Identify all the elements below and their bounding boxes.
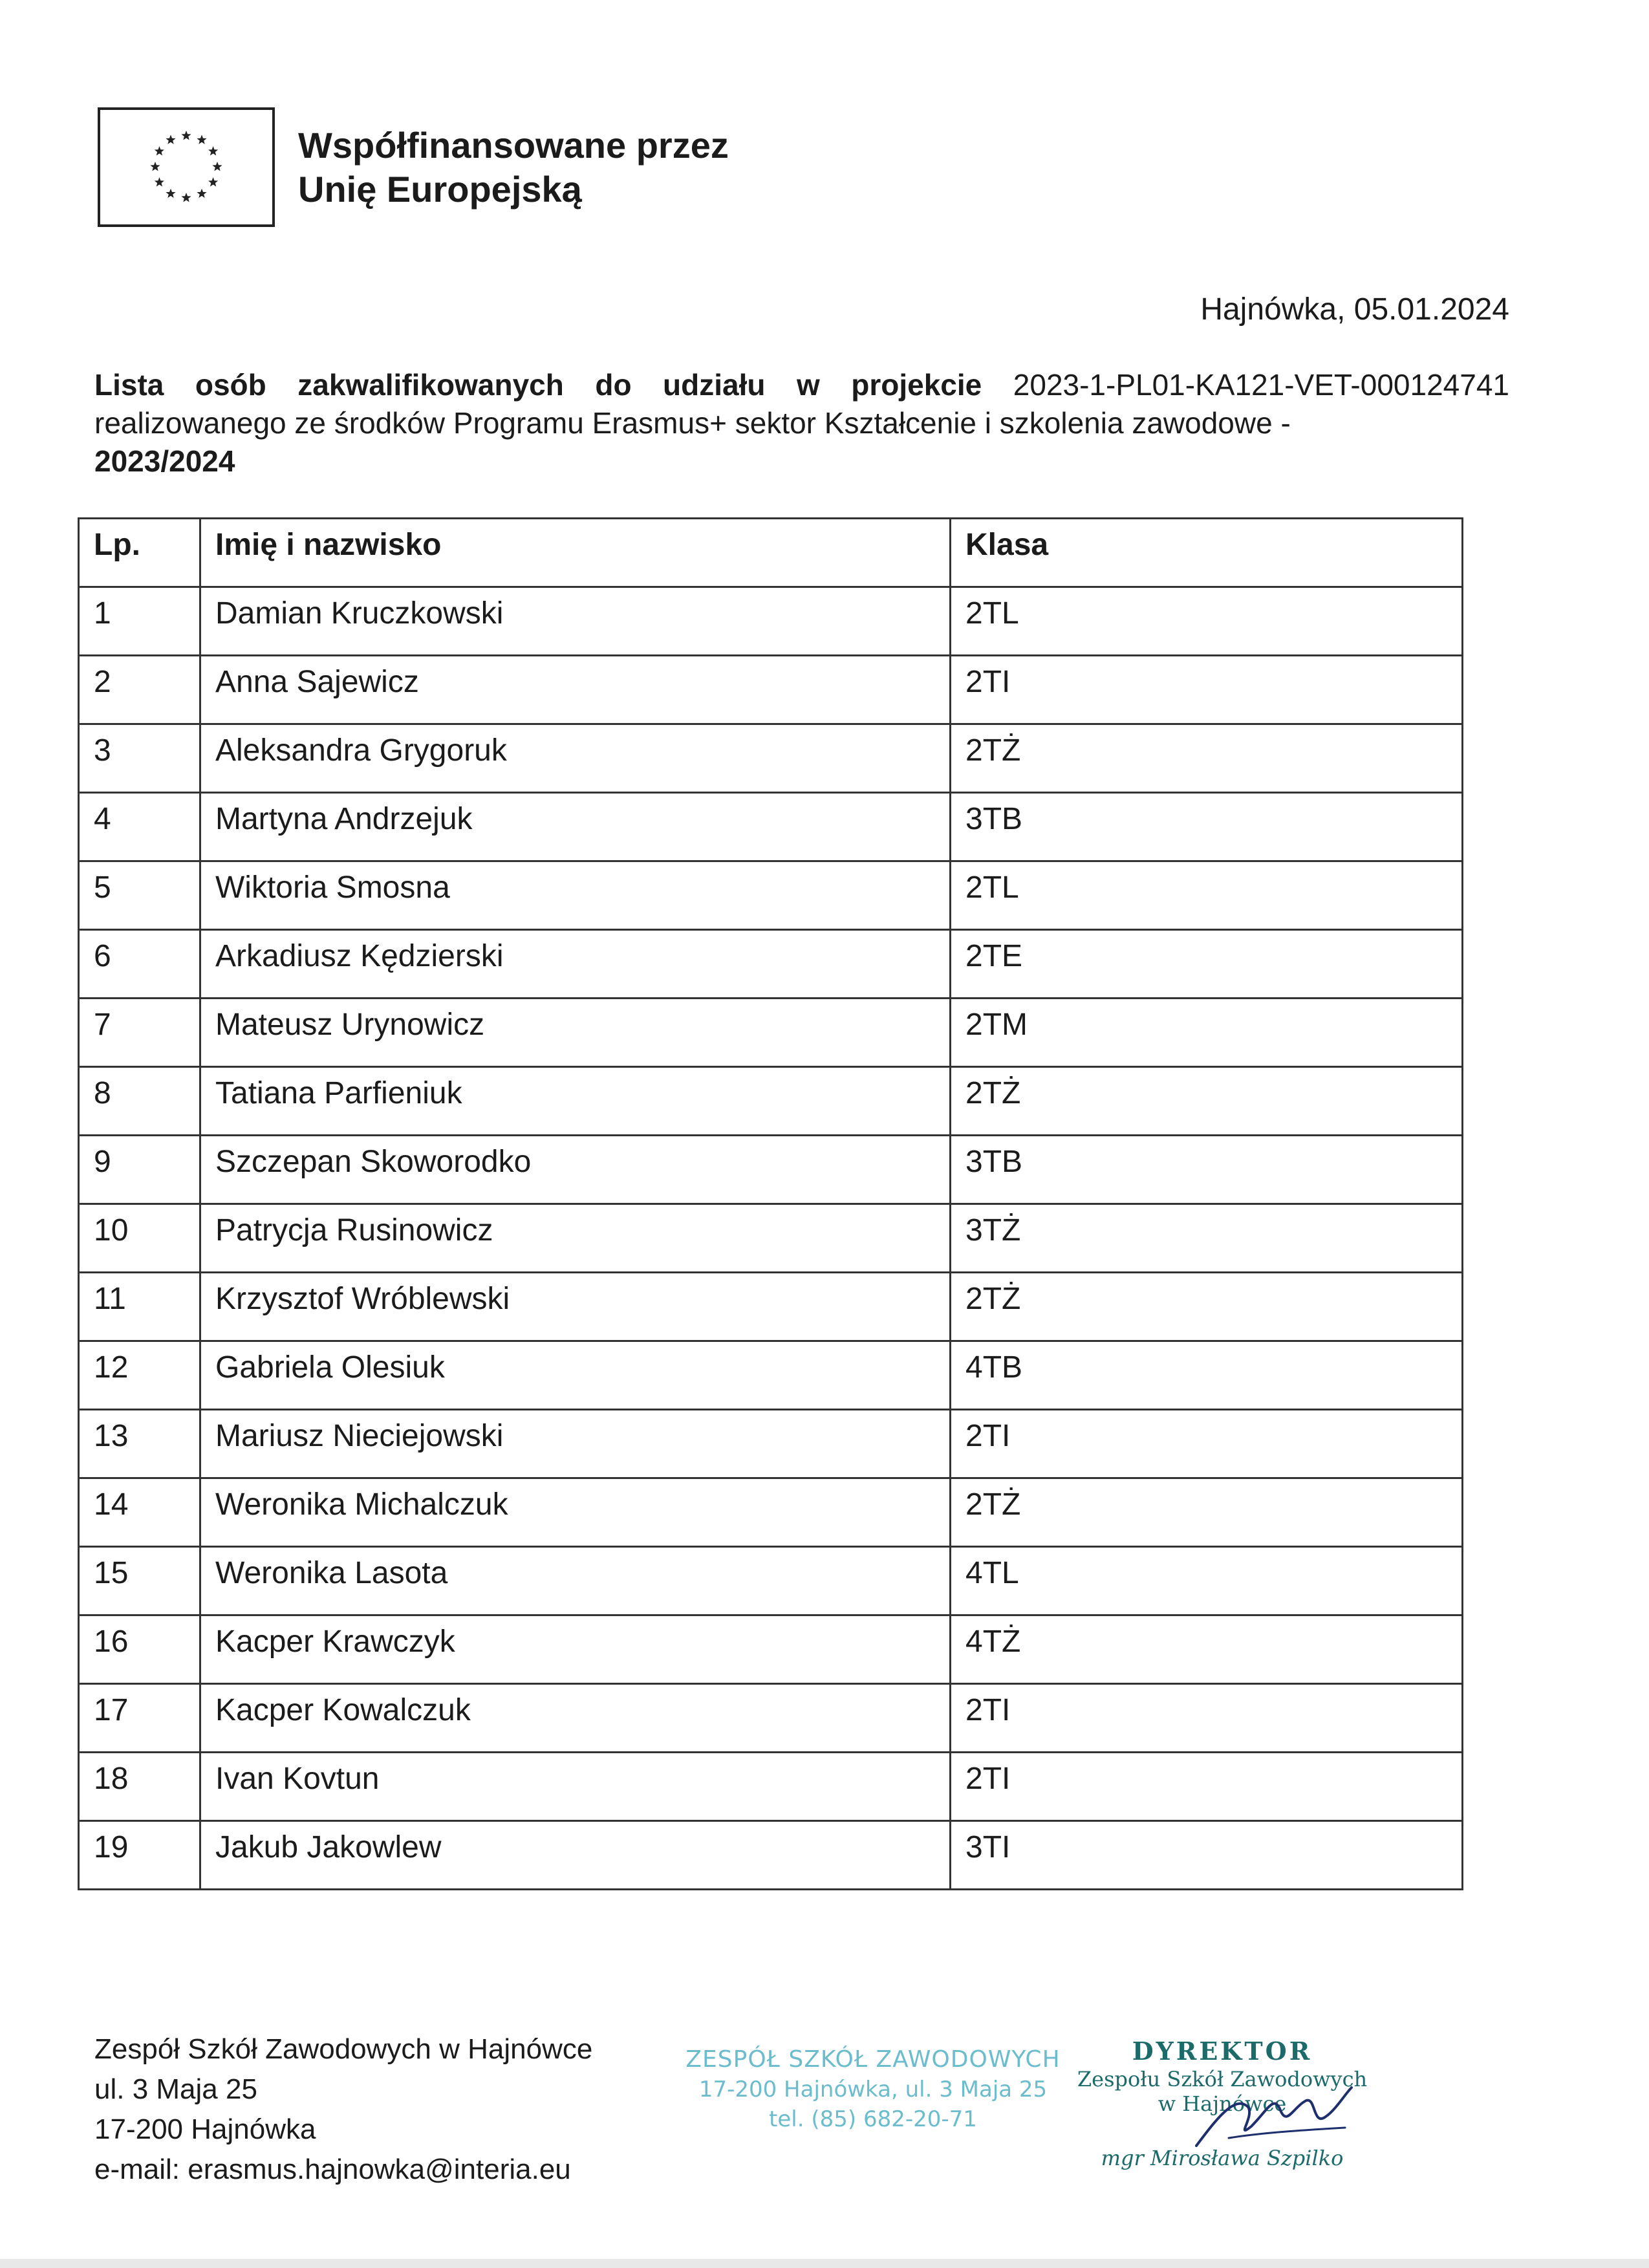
table-header-row <box>79 519 1463 587</box>
row-class: 3TB <box>951 1136 1463 1204</box>
row-lp: 2 <box>79 656 200 724</box>
row-class: 2TM <box>951 999 1463 1067</box>
row-lp: 6 <box>79 930 200 999</box>
row-class: 2TI <box>951 1410 1463 1478</box>
signature-icon <box>1190 2081 1358 2159</box>
row-name: Arkadiusz Kędzierski <box>200 930 951 999</box>
table-row <box>79 1684 1463 1753</box>
school-stamp-address: 17-200 Hajnówka, ul. 3 Maja 25 <box>698 2077 1048 2102</box>
table-row <box>79 999 1463 1067</box>
row-name: Weronika Lasota <box>200 1547 951 1615</box>
row-lp: 19 <box>79 1821 200 1890</box>
row-class: 3TI <box>951 1821 1463 1890</box>
address-school-name: Zespół Szkół Zawodowych w Hajnówce <box>94 2033 593 2065</box>
row-name: Szczepan Skoworodko <box>200 1136 951 1204</box>
table-row <box>79 1204 1463 1273</box>
school-stamp-phone: tel. (85) 682-20-71 <box>769 2106 977 2132</box>
row-class: 4TL <box>951 1547 1463 1615</box>
row-lp: 9 <box>79 1136 200 1204</box>
flag-star-icon <box>197 135 206 144</box>
row-lp: 4 <box>79 793 200 861</box>
cofunded-text <box>298 124 729 211</box>
address-email: e-mail: erasmus.hajnowka@interia.eu <box>94 2154 571 2185</box>
table-row <box>79 793 1463 861</box>
flag-star-icon <box>166 189 175 198</box>
row-lp: 18 <box>79 1753 200 1821</box>
participants-table <box>78 517 1463 1890</box>
row-lp: 17 <box>79 1684 200 1753</box>
eu-cofunded-logo <box>98 107 729 227</box>
flag-star-icon <box>197 189 206 198</box>
row-name: Krzysztof Wróblewski <box>200 1273 951 1341</box>
intro-bold-lead: Lista osób zakwalifikowanych do udziału w projekcie <box>94 368 982 402</box>
row-name: Damian Kruczkowski <box>200 587 951 656</box>
school-address <box>94 2029 592 2190</box>
row-class: 3TB <box>951 793 1463 861</box>
project-code: 2023-1-PL01-KA121-VET-000124741 <box>1013 368 1510 402</box>
row-name: Gabriela Olesiuk <box>200 1341 951 1410</box>
row-lp: 3 <box>79 724 200 793</box>
eu-flag-icon <box>98 107 275 227</box>
row-lp: 16 <box>79 1615 200 1684</box>
list-intro <box>94 366 1509 481</box>
row-lp: 1 <box>79 587 200 656</box>
row-class: 2TL <box>951 861 1463 930</box>
row-name: Mariusz Nieciejowski <box>200 1410 951 1478</box>
row-name: Kacper Krawczyk <box>200 1615 951 1684</box>
header-lp: Lp. <box>79 519 200 587</box>
row-lp: 11 <box>79 1273 200 1341</box>
flag-star-icon <box>181 131 191 140</box>
address-city: 17-200 Hajnówka <box>94 2113 316 2145</box>
row-lp: 8 <box>79 1067 200 1136</box>
row-lp: 5 <box>79 861 200 930</box>
header-name: Imię i nazwisko <box>200 519 951 587</box>
director-stamp-line-2: w Hajnówce <box>1158 2091 1287 2116</box>
row-class: 3TŻ <box>951 1204 1463 1273</box>
row-name: Mateusz Urynowicz <box>200 999 951 1067</box>
flag-star-icon <box>208 177 218 187</box>
row-name: Tatiana Parfieniuk <box>200 1067 951 1136</box>
row-name: Ivan Kovtun <box>200 1753 951 1821</box>
row-class: 4TŻ <box>951 1615 1463 1684</box>
address-street: ul. 3 Maja 25 <box>94 2073 257 2105</box>
flag-star-icon <box>181 193 191 202</box>
table-row <box>79 1067 1463 1136</box>
director-stamp-title: DYREKTOR <box>1132 2036 1313 2066</box>
row-class: 4TB <box>951 1341 1463 1410</box>
flag-star-icon <box>208 146 218 156</box>
row-class: 2TI <box>951 1753 1463 1821</box>
row-lp: 13 <box>79 1410 200 1478</box>
row-class: 2TŻ <box>951 1478 1463 1547</box>
flag-star-icon <box>212 162 222 171</box>
row-lp: 15 <box>79 1547 200 1615</box>
school-stamp <box>673 2045 1073 2134</box>
row-class: 2TL <box>951 587 1463 656</box>
row-class: 2TŻ <box>951 1067 1463 1136</box>
table-row <box>79 724 1463 793</box>
row-class: 2TI <box>951 656 1463 724</box>
header-class: Klasa <box>951 519 1463 587</box>
flag-star-icon <box>166 135 175 144</box>
school-stamp-name: ZESPÓŁ SZKÓŁ ZAWODOWYCH <box>685 2046 1061 2073</box>
project-year: 2023/2024 <box>94 444 235 478</box>
table-row <box>79 1753 1463 1821</box>
director-stamp-name: mgr Mirosława Szpilko <box>1101 2146 1344 2170</box>
row-class: 2TŻ <box>951 1273 1463 1341</box>
table-row <box>79 1478 1463 1547</box>
table-row <box>79 656 1463 724</box>
table-row <box>79 1547 1463 1615</box>
director-stamp-line-1: Zespołu Szkół Zawodowych <box>1077 2067 1368 2091</box>
scan-edge <box>0 2259 1649 2268</box>
cofunded-line-1: Współfinansowane przez <box>298 124 729 166</box>
table-row <box>79 1273 1463 1341</box>
flag-star-icon <box>155 146 164 156</box>
row-name: Weronika Michalczuk <box>200 1478 951 1547</box>
table-row <box>79 861 1463 930</box>
flag-star-icon <box>155 177 164 187</box>
row-lp: 10 <box>79 1204 200 1273</box>
table-row <box>79 1615 1463 1684</box>
row-lp: 12 <box>79 1341 200 1410</box>
place-date: Hajnówka, 05.01.2024 <box>1200 292 1509 327</box>
row-class: 2TŻ <box>951 724 1463 793</box>
row-class: 2TE <box>951 930 1463 999</box>
row-name: Patrycja Rusinowicz <box>200 1204 951 1273</box>
row-lp: 14 <box>79 1478 200 1547</box>
table-row <box>79 587 1463 656</box>
row-name: Wiktoria Smosna <box>200 861 951 930</box>
table-row <box>79 930 1463 999</box>
table-row <box>79 1136 1463 1204</box>
row-name: Martyna Andrzejuk <box>200 793 951 861</box>
row-class: 2TI <box>951 1684 1463 1753</box>
table-row <box>79 1341 1463 1410</box>
row-name: Jakub Jakowlew <box>200 1821 951 1890</box>
table-row <box>79 1410 1463 1478</box>
table-row <box>79 1821 1463 1890</box>
row-name: Anna Sajewicz <box>200 656 951 724</box>
row-name: Kacper Kowalczuk <box>200 1684 951 1753</box>
flag-star-icon <box>150 162 160 171</box>
intro-middle: realizowanego ze środków Programu Erasmus+ sektor Kształcenie i szkolenia zawodowe - <box>94 406 1291 440</box>
row-name: Aleksandra Grygoruk <box>200 724 951 793</box>
cofunded-line-2: Unię Europejską <box>298 168 582 210</box>
row-lp: 7 <box>79 999 200 1067</box>
